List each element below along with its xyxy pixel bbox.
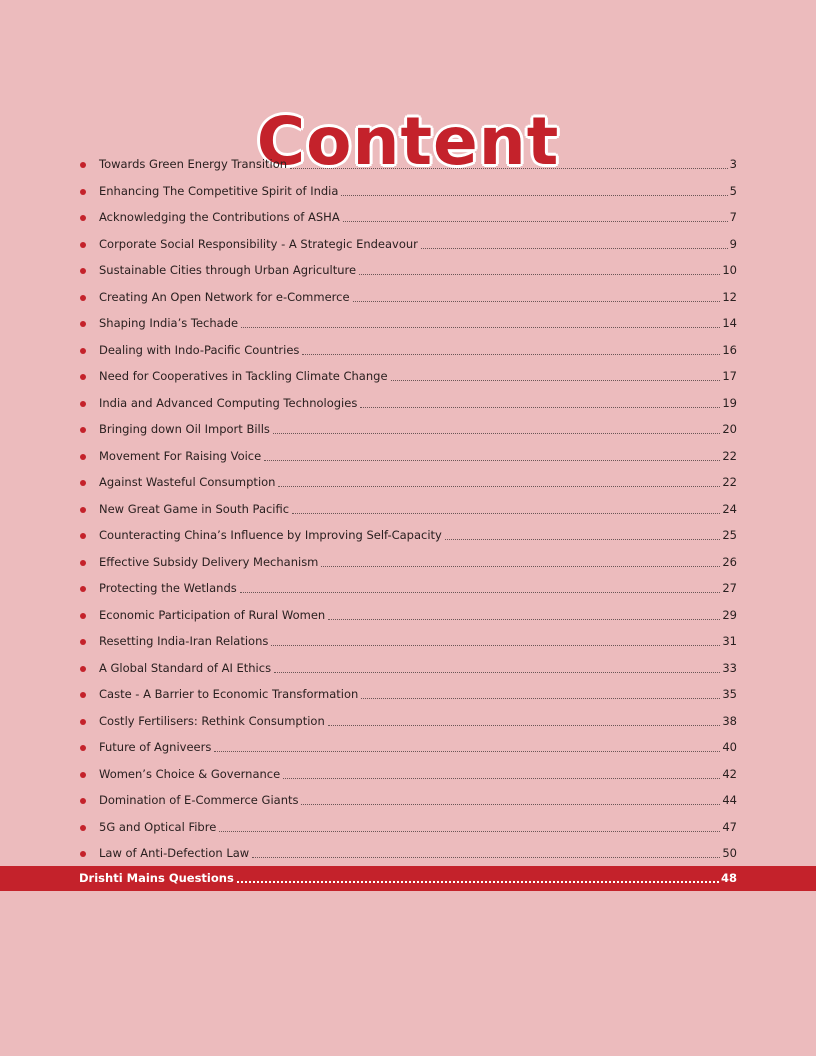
bullet-icon: [80, 268, 86, 274]
toc-entry-page-number: 22: [722, 475, 737, 489]
toc-entry[interactable]: [0, 311, 816, 338]
dot-leader: [292, 513, 720, 514]
toc-entry-page-number: 7: [729, 210, 737, 224]
bullet-icon: [80, 295, 86, 301]
toc-entry-page-number: 38: [722, 713, 737, 728]
bullet-icon: [80, 745, 86, 751]
dot-leader: [321, 566, 720, 567]
toc-entry[interactable]: [0, 815, 816, 842]
toc-entry-title: Bringing down Oil Import Bills: [99, 422, 270, 436]
toc-entry-title: Movement For Raising Voice: [99, 448, 262, 463]
highlight-page-number: 48: [720, 871, 737, 885]
dot-leader: [445, 539, 720, 540]
bullet-icon: [80, 613, 86, 619]
toc-entry-page-number: 14: [722, 316, 737, 330]
dot-leader: [240, 592, 721, 593]
toc-entry-title: New Great Game in South Pacific: [99, 501, 290, 516]
toc-entry-page-number: 24: [722, 501, 737, 516]
toc-entry[interactable]: [0, 338, 816, 365]
toc-entry[interactable]: [0, 497, 816, 524]
dot-leader: [290, 168, 728, 169]
bullet-icon: [80, 560, 86, 566]
bullet-icon: [80, 348, 86, 354]
toc-entry-page-number: 9: [729, 236, 737, 251]
toc-entry[interactable]: [0, 709, 816, 736]
dot-leader: [271, 645, 720, 646]
bullet-icon: [80, 719, 86, 725]
bullet-icon: [80, 215, 86, 221]
toc-entry-title: Domination of E-Commerce Giants: [99, 793, 299, 807]
bullet-icon: [80, 639, 86, 645]
toc-entry-title: A Global Standard of AI Ethics: [99, 660, 272, 675]
dot-leader: [264, 460, 720, 461]
toc-entry-title: Economic Participation of Rural Women: [99, 607, 326, 622]
toc-entry-title: 5G and Optical Fibre: [99, 819, 217, 834]
toc-entry-page-number: 5: [729, 183, 737, 198]
toc-entry[interactable]: [0, 444, 816, 471]
bullet-icon: [80, 242, 86, 248]
toc-entry[interactable]: [0, 417, 816, 444]
dot-leader: [283, 778, 720, 779]
dot-leader: [360, 407, 720, 408]
toc-entry[interactable]: [0, 152, 816, 179]
dot-leader: [302, 354, 720, 355]
toc-entry-title: Sustainable Cities through Urban Agriculture: [99, 263, 357, 277]
highlight-label: Drishti Mains Questions: [79, 871, 234, 885]
toc-entry-page-number: 29: [722, 607, 737, 622]
toc-entry-title: Resetting India-Iran Relations: [99, 634, 269, 648]
toc-entry[interactable]: [0, 523, 816, 550]
toc-entry-title: Costly Fertilisers: Rethink Consumption: [99, 713, 325, 728]
toc-entry-page-number: 3: [729, 157, 737, 171]
dot-leader: [361, 698, 720, 699]
table-of-contents: [0, 152, 816, 868]
bullet-icon: [80, 480, 86, 486]
bullet-icon: [80, 507, 86, 513]
toc-entry-page-number: 50: [722, 846, 737, 860]
toc-entry[interactable]: [0, 205, 816, 232]
toc-entry-page-number: 27: [722, 581, 737, 595]
bullet-icon: [80, 666, 86, 672]
bullet-icon: [80, 427, 86, 433]
bullet-icon: [80, 454, 86, 460]
page-title: Content: [256, 103, 560, 181]
dot-leader: [273, 433, 720, 434]
bullet-icon: [80, 692, 86, 698]
dot-leader: [359, 274, 720, 275]
toc-entry-title: Caste - A Barrier to Economic Transformation: [99, 687, 359, 701]
toc-entry-title: Towards Green Energy Transition: [99, 157, 288, 171]
toc-entry-title: Shaping India’s Techade: [99, 316, 239, 330]
toc-entry[interactable]: [0, 841, 816, 868]
toc-entry-page-number: 35: [722, 687, 737, 701]
dot-leader: [214, 751, 720, 752]
bullet-icon: [80, 189, 86, 195]
toc-entry[interactable]: [0, 682, 816, 709]
toc-entry[interactable]: [0, 179, 816, 206]
toc-entry-page-number: 47: [722, 819, 737, 834]
dot-leader: [353, 301, 721, 302]
toc-entry-title: Law of Anti-Defection Law: [99, 846, 250, 860]
toc-entry-title: Future of Agniveers: [99, 740, 212, 754]
bullet-icon: [80, 586, 86, 592]
bullet-icon: [80, 798, 86, 804]
toc-entry[interactable]: [0, 762, 816, 789]
bullet-icon: [80, 374, 86, 380]
toc-entry-title: Against Wasteful Consumption: [99, 475, 276, 489]
dot-leader: [421, 248, 728, 249]
toc-entry-page-number: 44: [722, 793, 737, 807]
toc-entry-page-number: 26: [722, 554, 737, 569]
toc-entry-title: Creating An Open Network for e-Commerce: [99, 289, 350, 304]
toc-entry-page-number: 40: [722, 740, 737, 754]
toc-entry[interactable]: [0, 470, 816, 497]
toc-entry[interactable]: [0, 603, 816, 630]
toc-entry-title: Effective Subsidy Delivery Mechanism: [99, 554, 319, 569]
toc-entry[interactable]: [0, 550, 816, 577]
bullet-icon: [80, 772, 86, 778]
toc-entry-title: India and Advanced Computing Technologies: [99, 395, 358, 410]
dot-leader: [274, 672, 720, 673]
toc-entry-title: Need for Cooperatives in Tackling Climate Change: [99, 369, 388, 383]
dot-leader: [219, 831, 720, 832]
dot-leader: [391, 380, 721, 381]
bullet-icon: [80, 162, 86, 168]
bullet-icon: [80, 851, 86, 857]
dot-leader: [278, 486, 720, 487]
toc-entry-page-number: 16: [722, 342, 737, 357]
toc-entry[interactable]: [0, 629, 816, 656]
toc-entry[interactable]: [0, 364, 816, 391]
toc-entry-title: Counteracting China’s Influence by Improving Self-Capacity: [99, 528, 442, 542]
toc-entry[interactable]: [0, 285, 816, 312]
toc-entry[interactable]: [0, 735, 816, 762]
toc-entry-page-number: 42: [722, 766, 737, 781]
highlight-entry[interactable]: [0, 866, 816, 891]
dot-leader: [341, 195, 727, 196]
toc-entry-title: Women’s Choice & Governance: [99, 766, 281, 781]
toc-entry[interactable]: [0, 788, 816, 815]
dot-leader: [328, 725, 721, 726]
toc-entry[interactable]: [0, 232, 816, 259]
toc-entry-title: Acknowledging the Contributions of ASHA: [99, 210, 340, 224]
bullet-icon: [80, 533, 86, 539]
toc-entry[interactable]: [0, 258, 816, 285]
toc-entry-title: Protecting the Wetlands: [99, 581, 237, 595]
dot-leader: [328, 619, 720, 620]
toc-entry-page-number: 31: [722, 634, 737, 648]
toc-entry-page-number: 25: [722, 528, 737, 542]
dot-leader: [301, 804, 720, 805]
toc-entry-title: Corporate Social Responsibility - A Strategic Endeavour: [99, 236, 418, 251]
dot-leader: [237, 881, 719, 883]
toc-entry-page-number: 20: [722, 422, 737, 436]
dot-leader: [252, 857, 720, 858]
toc-entry-page-number: 19: [722, 395, 737, 410]
toc-entry-page-number: 10: [722, 263, 737, 277]
toc-entry[interactable]: [0, 576, 816, 603]
dot-leader: [241, 327, 720, 328]
toc-entry[interactable]: [0, 391, 816, 418]
toc-entry-page-number: 12: [722, 289, 737, 304]
toc-entry-page-number: 33: [722, 660, 737, 675]
toc-entry-page-number: 22: [722, 448, 737, 463]
bullet-icon: [80, 401, 86, 407]
dot-leader: [343, 221, 728, 222]
toc-entry-title: Enhancing The Competitive Spirit of India: [99, 183, 339, 198]
toc-entry-page-number: 17: [722, 369, 737, 383]
toc-entry[interactable]: [0, 656, 816, 683]
bullet-icon: [80, 321, 86, 327]
bullet-icon: [80, 825, 86, 831]
toc-entry-title: Dealing with Indo-Pacific Countries: [99, 342, 300, 357]
